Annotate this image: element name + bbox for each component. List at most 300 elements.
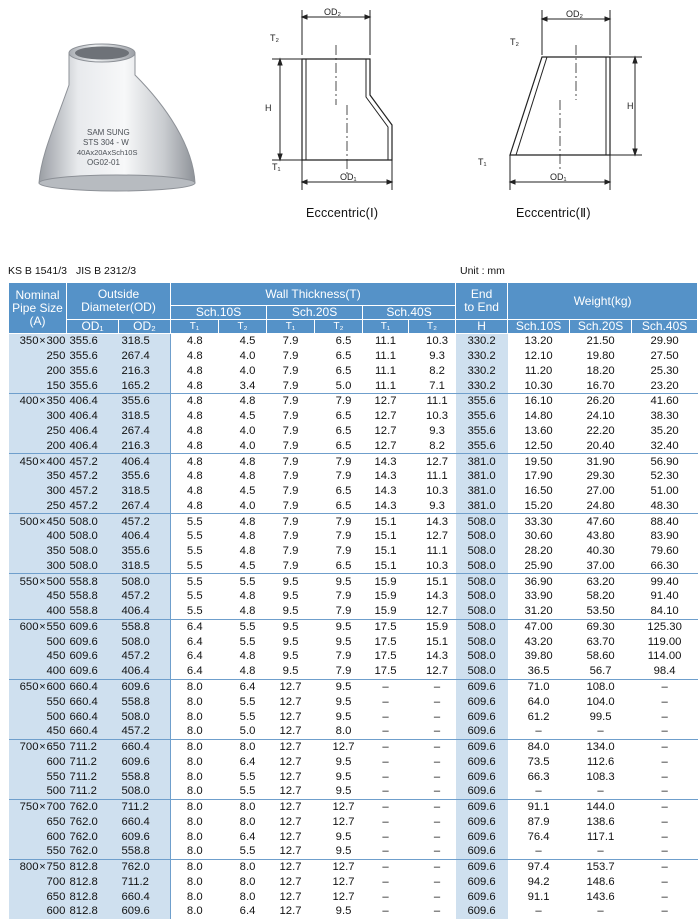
end-to-end-h-cell: 609.6	[456, 679, 508, 694]
od2-cell: 558.8	[119, 769, 171, 784]
end-to-end-h-cell: 508.0	[456, 574, 508, 589]
sch20s-t1-cell: 9.5	[282, 590, 299, 603]
sch20s-t1-cell: 9.5	[282, 650, 299, 663]
weight-sch20s-cell: –	[597, 785, 604, 798]
sch40s-t1-cell: 11.1	[374, 364, 397, 377]
nominal-large-size: 550	[19, 575, 39, 588]
table-row	[9, 709, 698, 724]
nominal-small-size: 500	[46, 710, 66, 723]
sch20s-t1-cell: 7.9	[282, 379, 299, 392]
sch40s-t1-cell: 15.1	[374, 530, 397, 543]
sch10s-t1-cell: 6.4	[171, 634, 219, 649]
weight-sch20s-cell: 69.30	[570, 619, 632, 634]
sch10s-t1-cell: 8.0	[171, 739, 219, 754]
weight-sch40s-cell: 66.30	[650, 559, 679, 572]
weight-sch40s-cell: 99.40	[632, 574, 698, 589]
od1-cell: 558.8	[67, 589, 119, 604]
od2-cell: 406.4	[119, 454, 171, 469]
weight-sch20s-cell: 104.0	[586, 695, 615, 708]
nominal-size-cell	[9, 829, 67, 844]
weight-sch10s-cell: 10.30	[524, 379, 553, 392]
nominal-small-size: 200	[46, 364, 66, 377]
sch20s-t2-cell: 9.5	[335, 830, 352, 843]
od1-cell: 508.0	[67, 544, 119, 559]
sch10s-t1-cell: 8.0	[171, 799, 219, 814]
od2-cell: 711.2	[119, 875, 171, 890]
table-row	[9, 724, 698, 739]
sch10s-t2-cell: 4.5	[239, 410, 256, 423]
nominal-small-size: 300	[46, 485, 66, 498]
sch40s-t1-cell: 17.5	[374, 665, 397, 678]
end-to-end-h-cell: 381.0	[456, 469, 508, 484]
od2-cell: 318.5	[119, 334, 171, 349]
sch40s-t2-cell: 11.1	[426, 545, 448, 558]
table-row	[9, 739, 698, 754]
table-row	[9, 378, 698, 393]
nominal-size-cell	[9, 604, 67, 619]
end-to-end-h-cell: 508.0	[456, 664, 508, 679]
sch40s-t2-cell: 12.7	[409, 454, 456, 469]
sch20s-t2-cell: 7.9	[335, 530, 352, 543]
nominal-small-size: 450	[46, 725, 66, 738]
nominal-size-cell	[9, 679, 67, 694]
nominal-size-cell	[9, 844, 67, 859]
header-weight: Weight(kg)	[508, 283, 698, 320]
weight-sch10s-cell: –	[535, 785, 542, 798]
nominal-size-cell	[9, 724, 67, 739]
weight-sch10s-cell: 61.2	[527, 710, 550, 723]
header-h: H	[456, 320, 508, 334]
end-to-end-h-cell: 609.6	[456, 724, 508, 739]
sch10s-t1-cell: 5.5	[171, 558, 219, 573]
sch40s-t2-cell: –	[433, 755, 441, 768]
nominal-size-cell	[9, 784, 67, 799]
sch40s-t2-cell: 15.1	[409, 574, 456, 589]
sch20s-t1-cell: 12.7	[279, 830, 302, 843]
nominal-size-cell	[9, 364, 67, 379]
reducer-spec-table	[8, 282, 698, 919]
times-sign: ×	[39, 395, 46, 408]
table-row	[9, 664, 698, 679]
weight-sch10s-cell: 71.0	[508, 679, 570, 694]
sch40s-t1-cell: 12.7	[374, 410, 397, 423]
nominal-small-size: 550	[46, 620, 66, 633]
od1-cell: 355.6	[67, 334, 119, 349]
weight-sch20s-cell: 138.6	[586, 815, 615, 828]
sch40s-t1-cell: –	[363, 859, 409, 874]
sch20s-t1-cell: 12.7	[279, 845, 302, 858]
od2-cell: 457.2	[119, 649, 171, 664]
weight-sch10s-cell: 15.20	[524, 499, 553, 512]
od1-cell: 660.4	[67, 709, 119, 724]
sch20s-t1-cell: 12.7	[279, 785, 302, 798]
sch40s-t2-cell: 14.3	[409, 514, 456, 529]
nominal-small-size: 250	[46, 424, 66, 437]
od1-cell: 762.0	[67, 829, 119, 844]
nominal-size-cell	[9, 438, 67, 453]
sch40s-t2-cell: 11.1	[426, 470, 448, 483]
sch10s-t1-cell: 5.5	[171, 604, 219, 619]
weight-sch40s-cell: –	[661, 875, 668, 888]
od1-cell: 609.6	[67, 634, 119, 649]
sch20s-t2-cell: 6.5	[335, 364, 352, 377]
weight-sch40s-cell: 114.00	[647, 650, 682, 663]
sch10s-t1-cell: 4.8	[171, 349, 219, 364]
nominal-small-size: 250	[46, 499, 66, 512]
sch10s-t1-cell: 5.5	[171, 544, 219, 559]
sch10s-t2-cell: 5.5	[239, 770, 256, 783]
od1-cell: 711.2	[67, 769, 119, 784]
table-row	[9, 829, 698, 844]
table-row	[9, 619, 698, 634]
table-row	[9, 844, 698, 859]
od2-cell: 318.5	[119, 558, 171, 573]
nominal-size-cell	[9, 409, 67, 424]
sch20s-t2-cell: 9.5	[315, 679, 363, 694]
sch40s-t1-cell: –	[363, 799, 409, 814]
sch40s-t2-cell: –	[433, 890, 441, 903]
sch20s-t1-cell: 9.5	[267, 574, 315, 589]
sch40s-t2-cell: 9.3	[429, 350, 445, 363]
weight-sch10s-cell: 16.10	[508, 394, 570, 409]
sch20s-t2-cell: 7.9	[315, 454, 363, 469]
nominal-small-size: 400	[46, 665, 66, 678]
times-sign: ×	[39, 335, 46, 348]
sch10s-t2-cell: 4.8	[219, 394, 267, 409]
sch20s-t2-cell: 6.5	[335, 350, 352, 363]
sch10s-t2-cell: 8.0	[219, 799, 267, 814]
sch10s-t1-cell: 5.5	[171, 529, 219, 544]
end-to-end-h-cell: 609.6	[456, 815, 508, 830]
times-sign: ×	[39, 455, 46, 468]
sch10s-t1-cell: 8.0	[171, 679, 219, 694]
header-od2: OD₂	[119, 320, 171, 334]
header-wall-sch20s: Sch.20S	[267, 306, 363, 320]
end-to-end-h-cell: 508.0	[456, 619, 508, 634]
od1-cell: 711.2	[67, 739, 119, 754]
nominal-small-size: 650	[46, 741, 66, 754]
table-row	[9, 694, 698, 709]
sch20s-t2-cell: 7.9	[335, 605, 352, 618]
weight-sch10s-cell: 12.50	[524, 439, 553, 452]
table-row	[9, 875, 698, 890]
weight-sch40s-cell: 56.90	[632, 454, 698, 469]
nominal-small-size: 650	[46, 890, 66, 903]
end-to-end-h-cell: 609.6	[456, 784, 508, 799]
weight-sch20s-cell: 112.6	[586, 755, 615, 768]
sch20s-t2-cell: 6.5	[335, 335, 352, 348]
sch10s-t2-cell: 5.5	[239, 635, 256, 648]
weight-sch20s-cell: 58.20	[586, 590, 615, 603]
header-weight-sch40s: Sch.40S	[632, 320, 698, 334]
sch20s-t2-cell: 9.5	[335, 755, 352, 768]
sch40s-t1-cell: –	[382, 755, 389, 768]
nominal-small-size: 250	[46, 350, 66, 363]
weight-sch40s-cell: –	[661, 845, 668, 858]
sch20s-t2-cell: 7.9	[335, 545, 352, 558]
nominal-size-cell	[9, 875, 67, 890]
od1-cell: 406.4	[67, 438, 119, 453]
sch40s-t1-cell: 14.3	[374, 470, 397, 483]
weight-sch40s-cell: 83.90	[650, 530, 679, 543]
sch10s-t2-cell: 4.8	[239, 530, 256, 543]
nominal-small-size: 500	[46, 575, 66, 588]
weight-sch10s-cell: 64.0	[527, 695, 550, 708]
od1-cell: 457.2	[67, 498, 119, 513]
sch20s-t1-cell: 7.9	[267, 514, 315, 529]
sch20s-t2-cell: 7.9	[335, 590, 352, 603]
od1-cell: 355.6	[67, 349, 119, 364]
sch10s-t2-cell: 4.5	[239, 335, 256, 348]
photo-marking-line-3: 40Ax20AxSch10S	[77, 148, 138, 157]
nominal-large-size: 700	[19, 741, 39, 754]
nominal-size-cell	[9, 815, 67, 830]
sch20s-t1-cell: 12.7	[279, 725, 302, 738]
header-sch40s-t1: T₁	[363, 320, 409, 334]
table-row	[9, 484, 698, 499]
od1-cell: 558.8	[67, 604, 119, 619]
weight-sch10s-cell: 91.1	[527, 890, 550, 903]
nominal-large-size: 600	[19, 620, 39, 633]
od2-cell: 711.2	[119, 799, 171, 814]
sch20s-t1-cell: 7.9	[282, 439, 299, 452]
sch20s-t2-cell: 9.5	[335, 710, 352, 723]
weight-sch20s-cell: 29.30	[586, 470, 615, 483]
end-to-end-h-cell: 508.0	[456, 604, 508, 619]
od2-cell: 558.8	[119, 844, 171, 859]
header-sch10s-t1: T₁	[171, 320, 219, 334]
nominal-size-cell	[9, 859, 67, 874]
weight-sch20s-cell: 22.20	[586, 424, 615, 437]
od2-cell: 508.0	[119, 574, 171, 589]
od1-cell: 812.8	[67, 904, 119, 919]
diagram1-od1-label: OD₁	[340, 172, 357, 182]
nominal-small-size: 700	[46, 875, 66, 888]
weight-sch10s-cell: 28.20	[524, 545, 553, 558]
nominal-small-size: 750	[46, 861, 66, 874]
sch20s-t1-cell: 12.7	[279, 890, 302, 903]
nominal-size-cell	[9, 619, 67, 634]
od1-cell: 762.0	[67, 815, 119, 830]
sch10s-t1-cell: 4.8	[171, 378, 219, 393]
weight-sch40s-cell: 25.30	[650, 364, 679, 377]
end-to-end-h-cell: 508.0	[456, 544, 508, 559]
weight-sch20s-cell: 117.1	[586, 830, 615, 843]
nominal-small-size: 650	[46, 815, 66, 828]
nominal-small-size: 550	[46, 695, 66, 708]
od2-cell: 216.3	[119, 364, 171, 379]
sch40s-t2-cell: 8.2	[429, 364, 445, 377]
sch20s-t2-cell: 5.0	[335, 379, 352, 392]
od1-cell: 711.2	[67, 784, 119, 799]
sch20s-t1-cell: 7.9	[282, 485, 299, 498]
end-to-end-h-cell: 355.6	[456, 424, 508, 439]
sch40s-t2-cell: –	[409, 739, 456, 754]
sch40s-t1-cell: –	[382, 875, 389, 888]
weight-sch40s-cell: –	[632, 739, 698, 754]
sch20s-t1-cell: 12.7	[279, 875, 302, 888]
od2-cell: 216.3	[119, 438, 171, 453]
sch10s-t1-cell: 8.0	[171, 769, 219, 784]
od2-cell: 508.0	[119, 784, 171, 799]
sch20s-t1-cell: 9.5	[282, 635, 299, 648]
table-row	[9, 558, 698, 573]
sch40s-t2-cell: –	[409, 859, 456, 874]
table-row	[9, 859, 698, 874]
sch20s-t1-cell: 12.7	[267, 859, 315, 874]
weight-sch20s-cell: 26.20	[570, 394, 632, 409]
nominal-small-size: 500	[46, 635, 66, 648]
nominal-small-size: 450	[46, 650, 66, 663]
sch10s-t2-cell: 4.0	[239, 499, 256, 512]
sch10s-t1-cell: 4.8	[171, 469, 219, 484]
od2-cell: 558.8	[119, 619, 171, 634]
weight-sch40s-cell: –	[661, 890, 668, 903]
sch20s-t2-cell: 9.5	[315, 574, 363, 589]
sch10s-t1-cell: 8.0	[171, 875, 219, 890]
od1-cell: 609.6	[67, 664, 119, 679]
sch40s-t2-cell: –	[433, 875, 441, 888]
nominal-small-size: 400	[46, 455, 66, 468]
sch20s-t2-cell: 9.5	[315, 619, 363, 634]
header-end-to-end: End to End	[456, 283, 508, 320]
sch10s-t2-cell: 4.8	[219, 514, 267, 529]
header-sch40s-t2: T₂	[409, 320, 456, 334]
photo-marking-line-2: STS 304 - W	[83, 138, 129, 147]
nominal-large-size: 800	[19, 861, 39, 874]
jis-standard: JIS B 2312/3	[76, 265, 137, 277]
end-to-end-h-cell: 381.0	[456, 498, 508, 513]
nominal-size-cell	[9, 454, 67, 469]
weight-sch40s-cell: 41.60	[632, 394, 698, 409]
od1-cell: 660.4	[67, 679, 119, 694]
sch10s-t1-cell: 8.0	[171, 889, 219, 904]
od1-cell: 812.8	[67, 859, 119, 874]
weight-sch20s-cell: 63.70	[586, 635, 615, 648]
sch10s-t1-cell: 8.0	[171, 829, 219, 844]
header-wall-thickness: Wall Thickness(T)	[171, 283, 456, 306]
sch20s-t1-cell: 7.9	[282, 364, 299, 377]
sch20s-t2-cell: 7.9	[335, 665, 352, 678]
table-row	[9, 529, 698, 544]
sch40s-t1-cell: –	[382, 815, 389, 828]
sch20s-t2-cell: 9.5	[335, 635, 352, 648]
sch10s-t1-cell: 6.4	[171, 664, 219, 679]
sch40s-t1-cell: –	[382, 710, 389, 723]
weight-sch20s-cell: 18.20	[586, 364, 615, 377]
table-row	[9, 784, 698, 799]
sch40s-t2-cell: –	[433, 845, 441, 858]
sch40s-t2-cell: –	[409, 799, 456, 814]
weight-sch40s-cell: 79.60	[650, 545, 679, 558]
sch40s-t2-cell: 15.9	[409, 619, 456, 634]
end-to-end-h-cell: 508.0	[456, 514, 508, 529]
sch10s-t2-cell: 4.0	[239, 439, 256, 452]
nominal-size-cell	[9, 799, 67, 814]
sch40s-t2-cell: 11.1	[409, 394, 456, 409]
weight-sch10s-cell: 36.90	[508, 574, 570, 589]
nominal-small-size: 450	[46, 515, 66, 528]
weight-sch20s-cell: 148.6	[586, 875, 615, 888]
sch20s-t1-cell: 9.5	[282, 665, 299, 678]
nominal-size-cell	[9, 769, 67, 784]
sch20s-t2-cell: 6.5	[335, 424, 352, 437]
od2-cell: 609.6	[119, 679, 171, 694]
sch40s-t1-cell: –	[382, 695, 389, 708]
sch40s-t1-cell: –	[363, 679, 409, 694]
sch40s-t1-cell: –	[382, 890, 389, 903]
sch40s-t2-cell: –	[433, 815, 441, 828]
sch10s-t1-cell: 8.0	[171, 694, 219, 709]
diagram2-h-label: H	[627, 101, 634, 111]
sch40s-t1-cell: 12.7	[363, 394, 409, 409]
od2-cell: 609.6	[119, 904, 171, 919]
end-to-end-h-cell: 381.0	[456, 454, 508, 469]
weight-sch20s-cell: 99.5	[589, 710, 612, 723]
weight-sch20s-cell: 108.0	[570, 679, 632, 694]
header-sch20s-t2: T₂	[315, 320, 363, 334]
weight-sch10s-cell: 73.5	[527, 755, 550, 768]
od2-cell: 165.2	[119, 378, 171, 393]
od2-cell: 508.0	[119, 634, 171, 649]
sch20s-t2-cell: 6.5	[335, 485, 352, 498]
nominal-small-size: 200	[46, 439, 66, 452]
sch10s-t2-cell: 4.8	[239, 590, 256, 603]
od1-cell: 457.2	[67, 484, 119, 499]
header-weight-sch10s: Sch.10S	[508, 320, 570, 334]
photo-marking-line-4: OG02-01	[87, 158, 120, 167]
eccentric-diagram-1	[262, 5, 412, 205]
end-to-end-h-cell: 508.0	[456, 589, 508, 604]
sch10s-t2-cell: 5.5	[219, 619, 267, 634]
sch20s-t1-cell: 12.7	[267, 739, 315, 754]
sch40s-t1-cell: 11.1	[374, 335, 397, 348]
weight-sch10s-cell: 11.20	[524, 364, 553, 377]
weight-sch20s-cell: 40.30	[586, 545, 615, 558]
weight-sch10s-cell: 97.4	[508, 859, 570, 874]
sch10s-t2-cell: 5.5	[239, 785, 256, 798]
od2-cell: 355.6	[119, 544, 171, 559]
weight-sch10s-cell: 31.20	[524, 605, 553, 618]
weight-sch20s-cell: 16.70	[586, 379, 615, 392]
diagram2-caption: Ecccentric(Ⅱ)	[516, 206, 591, 220]
sch20s-t1-cell: 7.9	[282, 545, 299, 558]
sch10s-t2-cell: 4.8	[239, 470, 256, 483]
nominal-small-size: 350	[46, 470, 66, 483]
sch40s-t2-cell: –	[433, 725, 441, 738]
weight-sch40s-cell: 51.00	[650, 485, 679, 498]
sch10s-t1-cell: 4.8	[171, 394, 219, 409]
od1-cell: 406.4	[67, 409, 119, 424]
end-to-end-h-cell: 609.6	[456, 709, 508, 724]
nominal-small-size: 600	[46, 755, 66, 768]
eccentric-diagram-2	[470, 5, 660, 205]
sch10s-t2-cell: 4.8	[239, 545, 256, 558]
sch10s-t1-cell: 8.0	[171, 859, 219, 874]
diagram1-t2-label: T₂	[270, 33, 279, 43]
sch10s-t1-cell: 8.0	[171, 754, 219, 769]
sch10s-t1-cell: 8.0	[171, 784, 219, 799]
table-header	[9, 283, 698, 334]
od1-cell: 508.0	[67, 558, 119, 573]
nominal-size-cell	[9, 904, 67, 919]
header-wall-sch10s: Sch.10S	[171, 306, 267, 320]
sch10s-t2-cell: 5.5	[219, 574, 267, 589]
sch40s-t2-cell: 12.7	[426, 665, 449, 678]
sch20s-t1-cell: 12.7	[279, 770, 302, 783]
weight-sch40s-cell: –	[661, 755, 668, 768]
sch40s-t2-cell: 10.3	[426, 410, 449, 423]
